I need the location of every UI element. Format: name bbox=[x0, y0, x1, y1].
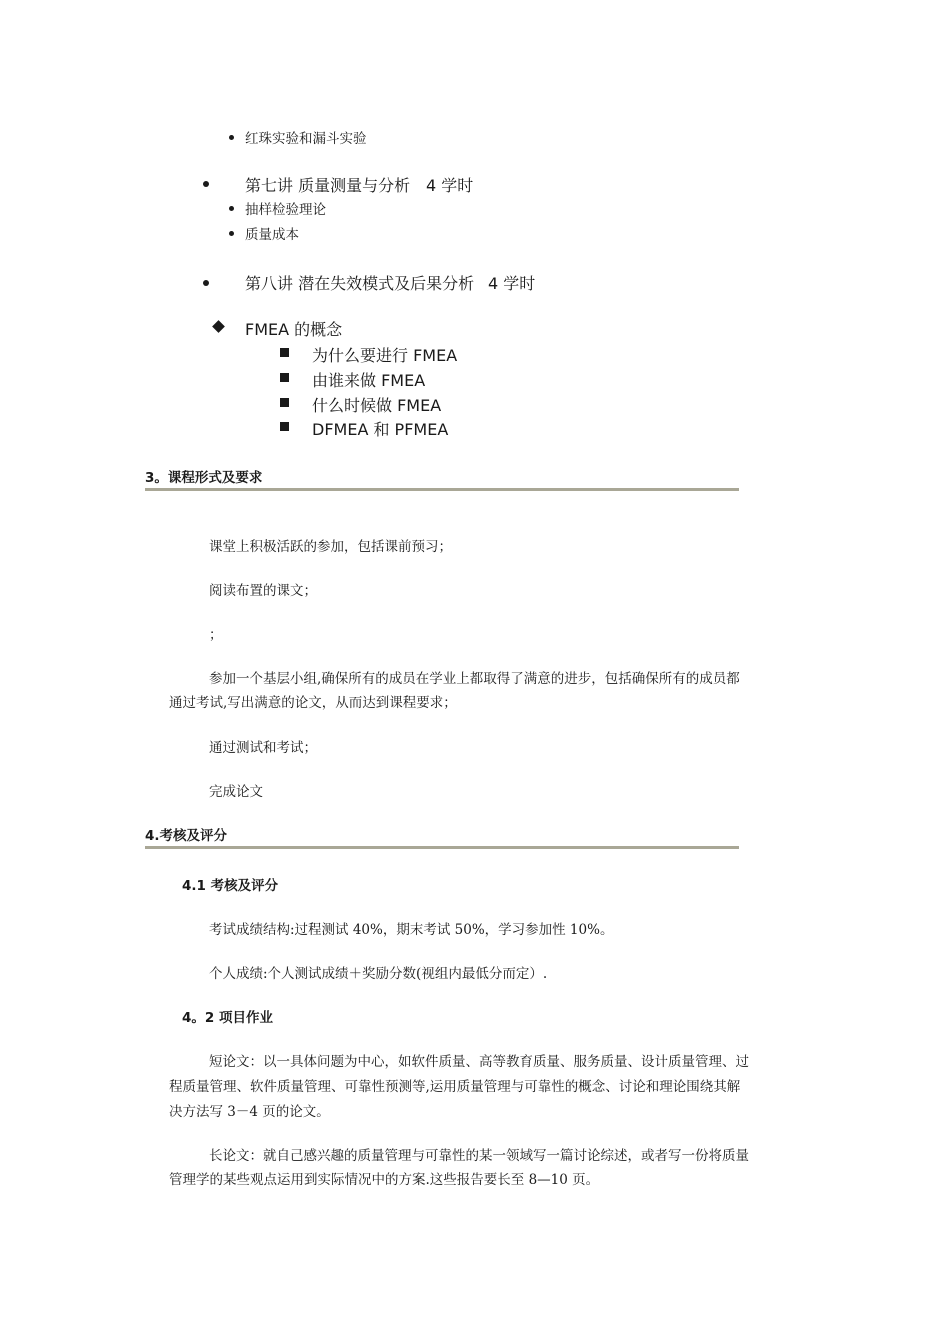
paragraph-continuation: 通过考试,写出满意的论文，从而达到课程要求； bbox=[169, 695, 457, 711]
list-item: DFMEA 和 PFMEA bbox=[312, 420, 449, 439]
bullet-dot-icon bbox=[203, 181, 209, 187]
paragraph: ； bbox=[209, 627, 223, 643]
subsection-4-2-heading: 4。2 项目作业 bbox=[182, 1010, 273, 1026]
square-bullet-icon bbox=[280, 422, 289, 431]
paragraph: 课堂上积极活跃的参加，包括课前预习； bbox=[209, 539, 452, 555]
paragraph: 完成论文 bbox=[209, 784, 263, 800]
lecture-8-title: 第八讲 潜在失效模式及后果分析 bbox=[245, 274, 475, 293]
fmea-heading: FMEA 的概念 bbox=[245, 320, 343, 339]
square-bullet-icon bbox=[280, 398, 289, 407]
list-item: 红珠实验和漏斗实验 bbox=[245, 131, 367, 147]
list-item: 抽样检验理论 bbox=[245, 202, 326, 218]
list-item: 质量成本 bbox=[245, 227, 299, 243]
square-bullet-icon bbox=[280, 348, 289, 357]
paragraph: 短论文：以一具体问题为中心，如软件质量、高等教育质量、服务质量、设计质量管理、过 bbox=[209, 1054, 749, 1070]
paragraph: 考试成绩结构:过程测试 40%，期末考试 50%，学习参加性 10%。 bbox=[209, 922, 614, 938]
paragraph: 长论文：就自己感兴趣的质量管理与可靠性的某一领域写一篇讨论综述，或者写一份将质量 bbox=[209, 1148, 749, 1164]
section-4-heading: 4.考核及评分 bbox=[145, 828, 228, 844]
paragraph-continuation: 决方法写 3－4 页的论文。 bbox=[169, 1104, 330, 1120]
subsection-4-1-heading: 4.1 考核及评分 bbox=[182, 878, 279, 894]
list-item: 由谁来做 FMEA bbox=[312, 371, 426, 390]
section-3-heading: 3。课程形式及要求 bbox=[145, 470, 263, 486]
bullet-dot-icon bbox=[203, 280, 209, 286]
section-divider bbox=[145, 488, 739, 491]
lecture-7-title: 第七讲 质量测量与分析 bbox=[245, 176, 411, 195]
paragraph: 通过测试和考试； bbox=[209, 740, 317, 756]
lecture-7-hours: 4 学时 bbox=[426, 176, 474, 195]
list-item: 什么时候做 FMEA bbox=[312, 396, 442, 415]
paragraph: 阅读布置的课文； bbox=[209, 583, 317, 599]
bullet-dot-icon bbox=[229, 231, 234, 236]
square-bullet-icon bbox=[280, 373, 289, 382]
paragraph-continuation: 程质量管理、软件质量管理、可靠性预测等,运用质量管理与可靠性的概念、讨论和理论围绕其解 bbox=[169, 1079, 741, 1095]
paragraph: 参加一个基层小组,确保所有的成员在学业上都取得了满意的进步，包括确保所有的成员都 bbox=[209, 671, 740, 687]
list-item: 为什么要进行 FMEA bbox=[312, 346, 458, 365]
paragraph: 个人成绩:个人测试成绩＋奖励分数(视组内最低分而定）. bbox=[209, 966, 548, 982]
diamond-bullet-icon bbox=[212, 320, 225, 333]
section-divider bbox=[145, 846, 739, 849]
paragraph-continuation: 管理学的某些观点运用到实际情况中的方案.这些报告要长至 8—10 页。 bbox=[169, 1172, 600, 1188]
bullet-dot-icon bbox=[229, 206, 234, 211]
lecture-8-hours: 4 学时 bbox=[488, 274, 536, 293]
bullet-dot-icon bbox=[229, 135, 234, 140]
